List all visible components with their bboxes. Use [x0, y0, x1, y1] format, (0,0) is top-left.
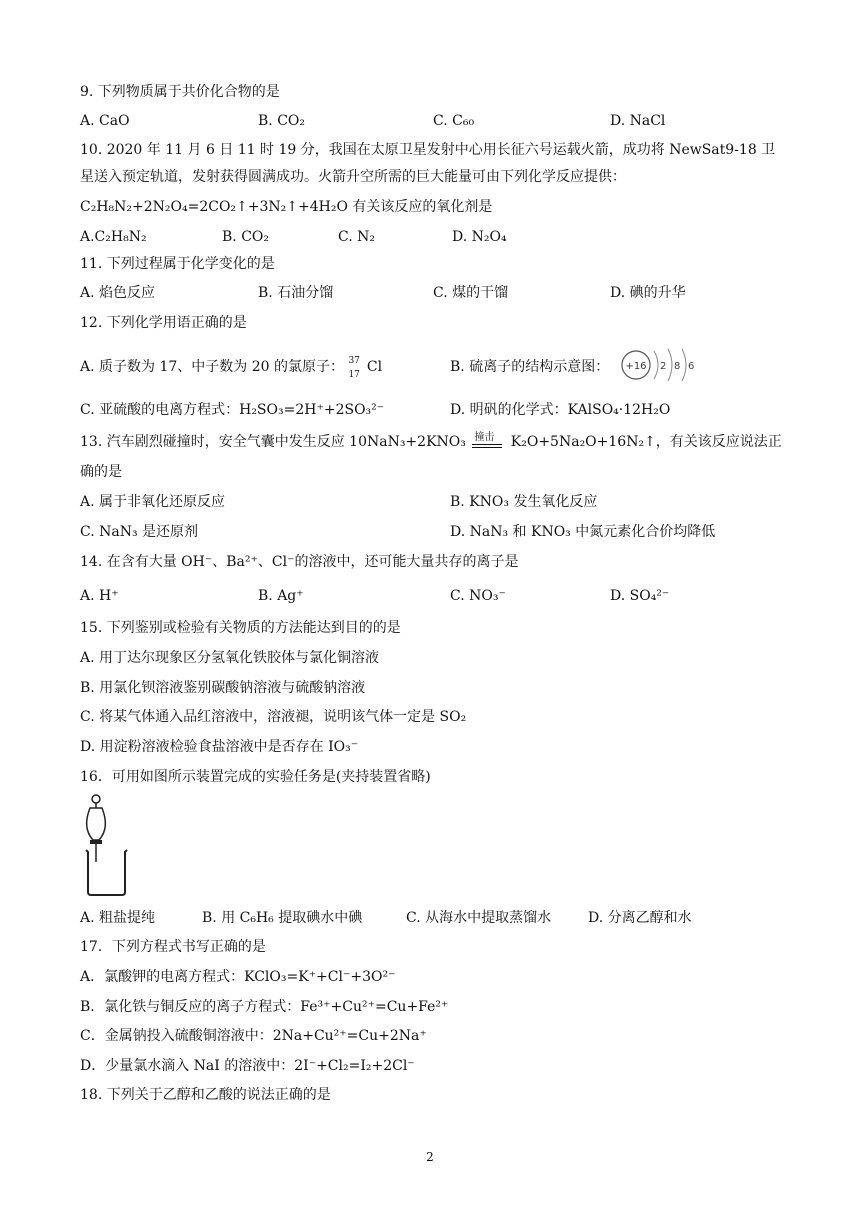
q14-option-b: B. Ag⁺ — [258, 588, 304, 604]
q14-stem: 14. 在含有大量 OH⁻、Ba²⁺、Cl⁻的溶液中，还可能大量共存的离子是 — [80, 554, 519, 570]
q16-option-a: A. 粗盐提纯 — [80, 910, 156, 926]
q11-option-b: B. 石油分馏 — [258, 285, 334, 301]
q14-option-a: A. H⁺ — [80, 588, 119, 604]
q9-option-d: D. NaCl — [610, 113, 666, 129]
q15-option-a: A. 用丁达尔现象区分氢氧化铁胶体与氯化铜溶液 — [80, 650, 380, 666]
sulfide-ion-structure-diagram — [618, 343, 702, 387]
q10-option-c: C. N₂ — [338, 229, 375, 245]
page-number: 2 — [426, 1150, 434, 1164]
q17-option-b: B．氯化铁与铜反应的离子方程式：Fe³⁺+Cu²⁺=Cu+Fe²⁺ — [80, 999, 449, 1015]
q10-option-d: D. N₂O₄ — [452, 229, 507, 245]
q13-products: K₂O+5Na₂O+16N₂↑，有关该反应说法正 — [510, 434, 782, 450]
q18-stem: 18. 下列关于乙醇和乙酸的说法正确的是 — [80, 1087, 331, 1103]
q17-option-d: D．少量氯水滴入 NaI 的溶液中：2I⁻+Cl₂=I₂+2Cl⁻ — [80, 1058, 415, 1074]
q13-option-d: D. NaN₃ 和 KNO₃ 中氮元素化合价均降低 — [450, 524, 716, 540]
q12-option-b-text: B. 硫离子的结构示意图： — [450, 359, 610, 375]
q12-stem: 12. 下列化学用语正确的是 — [80, 315, 247, 331]
q14-option-d: D. SO₄²⁻ — [610, 588, 670, 604]
separatory-funnel-apparatus-diagram — [80, 794, 132, 898]
q13-reactants: 13. 汽车剧烈碰撞时，安全气囊中发生反应 10NaN₃+2KNO₃ — [80, 434, 466, 450]
q10-line-2: 星送入预定轨道，发射获得圆满成功。火箭升空所需的巨大能量可由下列化学反应提供： — [80, 169, 626, 185]
q12-option-d: D. 明矾的化学式：KAlSO₄·12H₂O — [450, 402, 671, 418]
q17-option-a: A．氯酸钾的电离方程式：KClO₃=K⁺+Cl⁻+3O²⁻ — [80, 969, 396, 985]
q15-option-c: C. 将某气体通入品红溶液中，溶液褪，说明该气体一定是 SO₂ — [80, 709, 467, 725]
funnel-stopper — [92, 795, 100, 803]
q12-option-a-text: A. 质子数为 17、中子数为 20 的氯原子： — [80, 359, 344, 375]
mass-number: 37 — [348, 356, 360, 366]
q13-option-b: B. KNO₃ 发生氧化反应 — [450, 494, 598, 510]
q11-option-a: A. 焰色反应 — [80, 285, 156, 301]
isotope-numbers — [348, 356, 362, 380]
q16-option-d: D. 分离乙醇和水 — [588, 910, 692, 926]
reaction-condition — [470, 432, 506, 452]
beaker — [86, 850, 127, 895]
funnel-stopcock — [90, 840, 102, 844]
q15-option-b: B. 用氯化钡溶液鉴别碳酸钠溶液与硫酸钠溶液 — [80, 680, 366, 696]
q11-option-d: D. 碘的升华 — [610, 285, 686, 301]
q17-option-c: C．金属钠投入硫酸铜溶液中：2Na+Cu²⁺=Cu+2Na⁺ — [80, 1028, 427, 1044]
q12-option-c: C. 亚硫酸的电离方程式：H₂SO₃=2H⁺+2SO₃²⁻ — [80, 402, 385, 418]
element-symbol: Cl — [366, 359, 383, 375]
shell-electrons-2: 8 — [674, 361, 681, 372]
shell-electrons-3: 6 — [688, 361, 695, 372]
q10-option-a: A.C₂H₈N₂ — [80, 229, 147, 245]
q13-line-2: 确的是 — [80, 464, 122, 480]
q9-option-c: C. C₆₀ — [433, 113, 475, 129]
q16-stem: 16．可用如图所示装置完成的实验任务是(夹持装置省略) — [80, 769, 431, 785]
q12-option-a — [80, 356, 383, 380]
q16-option-c: C. 从海水中提取蒸馏水 — [406, 910, 552, 926]
q10-equation: C₂H₈N₂+2N₂O₄=2CO₂↑+3N₂↑+4H₂O 有关该反应的氧化剂是 — [80, 199, 493, 215]
q13-option-a: A. 属于非氧化还原反应 — [80, 494, 226, 510]
shell-electrons-1: 2 — [660, 361, 667, 372]
q11-stem: 11. 下列过程属于化学变化的是 — [80, 256, 275, 272]
q15-stem: 15. 下列鉴别或检验有关物质的方法能达到目的的是 — [80, 620, 401, 636]
q17-stem: 17．下列方程式书写正确的是 — [80, 939, 266, 955]
atomic-number: 17 — [348, 370, 360, 380]
shell-arc-3 — [682, 349, 686, 381]
q16-option-b: B. 用 C₆H₆ 提取碘水中碘 — [202, 910, 363, 926]
q9-option-b: B. CO₂ — [258, 113, 305, 129]
q15-option-d: D. 用淀粉溶液检验食盐溶液中是否存在 IO₃⁻ — [80, 739, 359, 755]
shell-arc-1 — [654, 351, 658, 379]
q9-option-a: A. CaO — [80, 113, 130, 129]
nucleus-charge: +16 — [625, 361, 647, 372]
q13-option-c: C. NaN₃ 是还原剂 — [80, 524, 199, 540]
equals-line-bottom — [472, 447, 502, 448]
equals-line-top — [472, 444, 502, 445]
q9-stem: 9. 下列物质属于共价化合物的是 — [80, 84, 280, 100]
q10-option-b: B. CO₂ — [222, 229, 269, 245]
funnel-body — [87, 808, 106, 840]
shell-arc-2 — [668, 349, 672, 381]
reaction-condition-label: 撞击 — [474, 432, 495, 443]
q14-option-c: C. NO₃⁻ — [450, 588, 506, 604]
q11-option-c: C. 煤的干馏 — [433, 285, 509, 301]
q13-line-1 — [80, 432, 782, 452]
q10-line-1: 10. 2020 年 11 月 6 日 11 时 19 分，我国在太原卫星发射中心用长征六号运载火箭，成功将 NewSat9-18 卫 — [80, 142, 776, 158]
